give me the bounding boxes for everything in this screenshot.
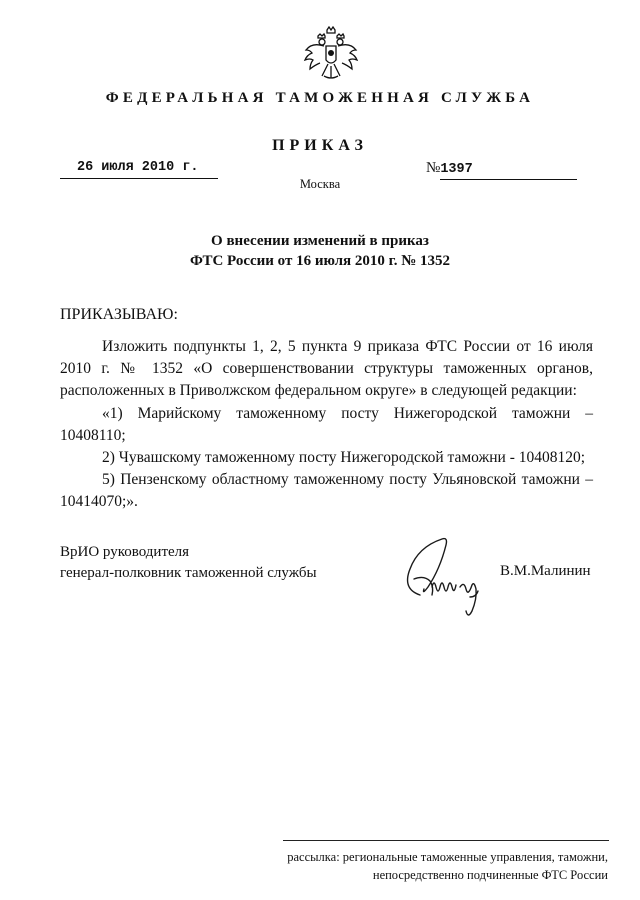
subject-line-2: ФТС России от 16 июля 2010 г. № 1352	[189, 253, 451, 269]
body-paragraph: «1) Марийскому таможенному посту Нижегородской таможни – 10408110;	[60, 404, 593, 444]
body-paragraph: 5) Пензенскому областному таможенному посту Ульяновской таможни – 10414070;».	[60, 471, 593, 511]
order-subject	[0, 231, 640, 271]
decree-word: ПРИКАЗЫВАЮ:	[60, 306, 178, 323]
order-body	[60, 336, 593, 514]
handwritten-signature	[390, 535, 500, 625]
agency-name: ФЕДЕРАЛЬНАЯ ТАМОЖЕННАЯ СЛУЖБА	[105, 90, 535, 106]
document-type-title: ПРИКАЗ	[272, 137, 368, 154]
signatory-name: В.М.Малинин	[500, 563, 591, 579]
body-paragraph: Изложить подпункты 1, 2, 5 пункта 9 приказа ФТС России от 16 июля 2010 г. № 1352 «О совершенствовании структуры таможенных органов, расположенных в Приволжском федеральном округе» в следующей редакции:	[60, 338, 593, 400]
state-emblem-icon	[300, 26, 362, 84]
number-sign: №	[426, 160, 441, 176]
order-date: 26 июля 2010 г.	[60, 159, 218, 179]
distribution-list	[270, 848, 608, 884]
signatory-role-line-2: генерал-полковник таможенной службы	[60, 565, 317, 581]
signatory-role	[60, 542, 317, 584]
subject-line-1: О внесении изменений в приказ	[211, 233, 429, 249]
body-paragraph: 2) Чувашскому таможенному посту Нижегородской таможни - 10408120;	[102, 449, 586, 467]
city-label: Москва	[299, 177, 341, 191]
signatory-role-line-1: ВрИО руководителя	[60, 544, 190, 560]
distribution-divider	[283, 840, 609, 841]
distribution-line-2: непосредственно подчиненные ФТС России	[372, 868, 608, 882]
order-number: 1397	[440, 161, 577, 180]
distribution-line-1: рассылка: региональные таможенные управления, таможни,	[287, 850, 608, 864]
